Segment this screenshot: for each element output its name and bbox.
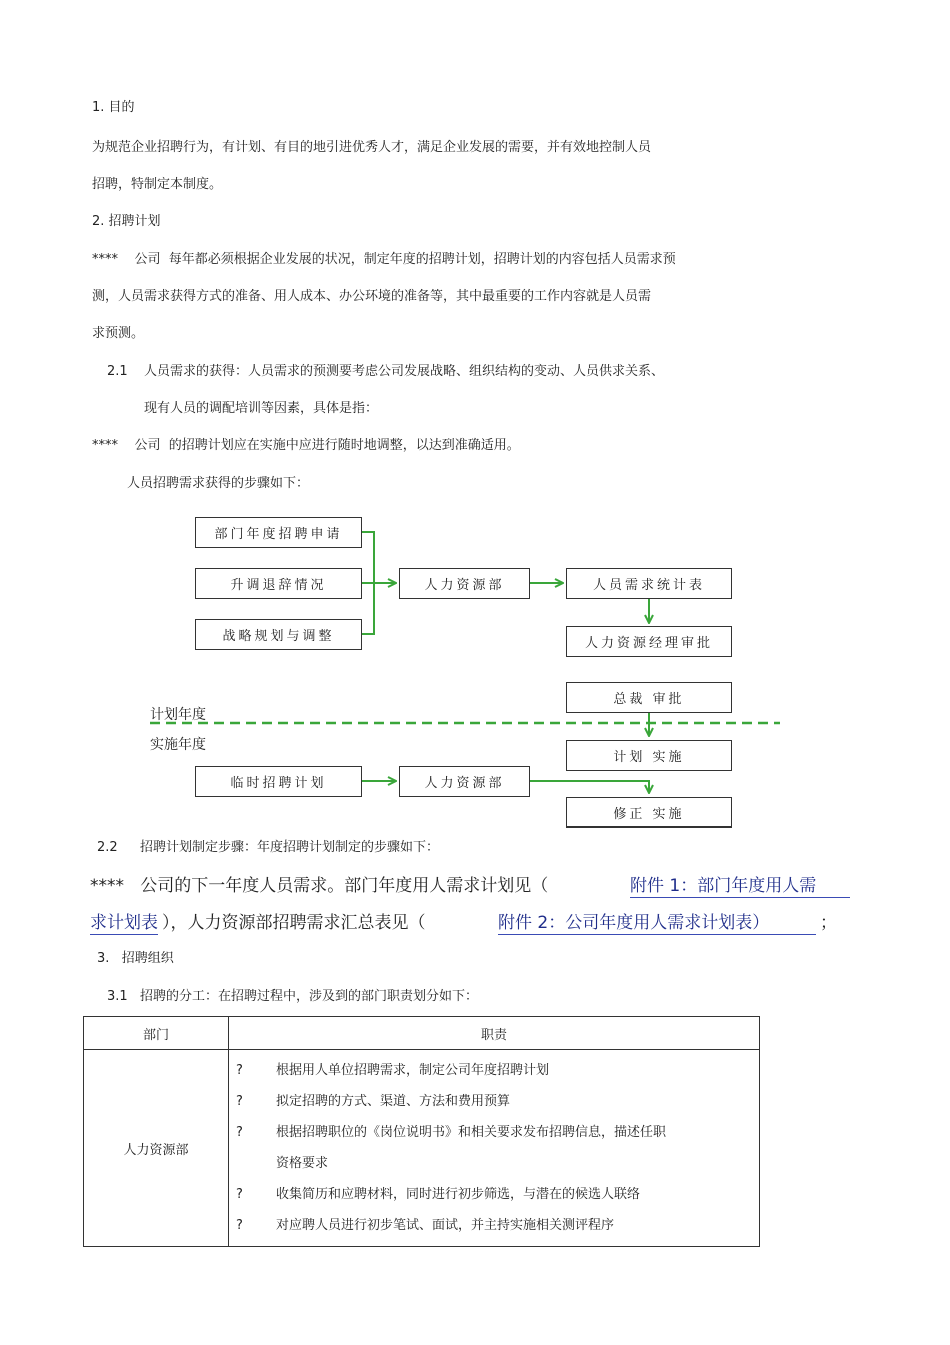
paragraph: 招聘，特制定本制度。 <box>92 177 223 192</box>
paragraph: 求预测。 <box>92 326 145 341</box>
bullet-marker: ? <box>236 1218 243 1233</box>
bullet-marker: ? <box>236 1063 243 1078</box>
table-cell-dept: 人力资源部 <box>84 1050 229 1247</box>
section-2-1-text-cont: 现有人员的调配培训等因素，具体是指： <box>144 401 379 416</box>
section-3-1-number: 3.1 <box>107 989 128 1004</box>
plan-year-label: 计划年度 <box>150 707 206 723</box>
paragraph: 测，人员需求获得方式的准备、用人成本、办公环境的准备等，其中最重要的工作内容就是人员需 <box>92 289 652 304</box>
duty-list <box>230 1051 758 1245</box>
duty-text: 根据用人单位招聘需求，制定公司年度招聘计划 <box>276 1063 550 1078</box>
duty-text: 收集简历和应聘材料，同时进行初步筛选，与潜在的候选人联络 <box>276 1187 641 1202</box>
list-item <box>236 1055 758 1086</box>
flow-box-hr-dept-2: 人力资源部 <box>399 766 530 797</box>
list-item <box>236 1179 758 1210</box>
flow-box-hr-manager: 人力资源经理审批 <box>566 626 732 657</box>
flow-box-ceo: 总裁 审批 <box>566 682 732 713</box>
flow-box-dept-apply: 部门年度招聘申请 <box>195 517 362 548</box>
table-row <box>84 1050 760 1247</box>
section-2-1-number: 2.1 <box>107 364 128 379</box>
paragraph: 人员招聘需求获得的步骤如下： <box>127 476 310 491</box>
section-2-2-text: 招聘计划制定步骤：年度招聘计划制定的步骤如下： <box>140 840 440 855</box>
flow-box-temp-plan: 临时招聘计划 <box>195 766 362 797</box>
paragraph: 为规范企业招聘行为，有计划、有目的地引进优秀人才，满足企业发展的需要，并有效地控制人员 <box>92 140 652 155</box>
attachment-1-link-cont[interactable]: 求计划表 <box>90 913 158 933</box>
arrow-hr-to-revise <box>530 781 649 792</box>
list-item <box>236 1086 758 1117</box>
paragraph-large: ），人力资源部招聘需求汇总表见（ <box>162 913 426 933</box>
section-1-heading: 1. 目的 <box>92 100 135 115</box>
flow-box-hr-dept: 人力资源部 <box>399 568 530 599</box>
section-2-heading: 2. 招聘计划 <box>92 214 161 229</box>
section-2-2-number: 2.2 <box>97 840 118 855</box>
attachment-2-link[interactable]: 附件 2：公司年度用人需求计划表） <box>498 912 816 935</box>
section-3-1-text: 招聘的分工：在招聘过程中，涉及到的部门职责划分如下： <box>140 989 479 1004</box>
duty-text: 根据招聘职位的《岗位说明书》和相关要求发布招聘信息，描述任职 资格要求 <box>276 1125 667 1171</box>
table-cell-duties <box>229 1050 760 1247</box>
attachment-1-link[interactable]: 附件 1：部门年度用人需 <box>630 875 850 898</box>
bullet-marker: ? <box>236 1125 243 1140</box>
paragraph-large: **** 公司的下一年度人员需求。部门年度用人需求计划见（ <box>90 876 549 896</box>
impl-year-label: 实施年度 <box>150 737 206 753</box>
table-header-row <box>84 1017 760 1050</box>
list-item <box>236 1210 758 1241</box>
flow-box-execute: 计划 实施 <box>566 740 732 771</box>
flow-box-promotion: 升调退辞情况 <box>195 568 362 599</box>
duty-text: 拟定招聘的方式、渠道、方法和费用预算 <box>276 1094 511 1109</box>
paragraph: **** 公司 的招聘计划应在实施中应进行随时地调整，以达到准确适用。 <box>92 438 520 453</box>
responsibility-table <box>83 1016 760 1247</box>
flow-box-revise: 修正 实施 <box>566 797 732 828</box>
section-2-1-text: 人员需求的获得：人员需求的预测要考虑公司发展战略、组织结构的变动、人员供求关系、 <box>144 364 665 379</box>
duty-text: 对应聘人员进行初步笔试、面试，并主持实施相关测评程序 <box>276 1218 615 1233</box>
bullet-marker: ? <box>236 1094 243 1109</box>
flow-box-strategy: 战略规划与调整 <box>195 619 362 650</box>
table-header-duty: 职责 <box>229 1017 760 1050</box>
table-header-dept: 部门 <box>84 1017 229 1050</box>
section-3-heading: 3. 招聘组织 <box>97 951 174 966</box>
paragraph-end: ； <box>820 913 837 933</box>
flow-box-stat-table: 人员需求统计表 <box>566 568 732 599</box>
paragraph: **** 公司 每年都必须根据企业发展的状况，制定年度的招聘计划，招聘计划的内容包括人员需求预 <box>92 252 676 267</box>
list-item <box>236 1117 758 1179</box>
bullet-marker: ? <box>236 1187 243 1202</box>
